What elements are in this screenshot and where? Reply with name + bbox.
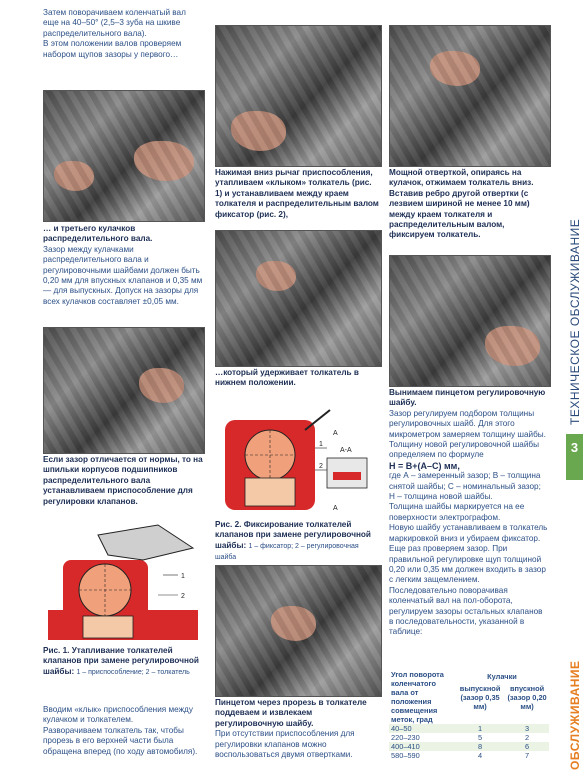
table-cell-intake: 6	[525, 742, 530, 751]
col1-p5: Разворачиваем толкатель так, чтобы прорезь в его верхней части была обращена вперед (по ходу автомобиля).	[43, 725, 198, 756]
table-cell-angle: 40–50	[391, 724, 412, 733]
table-cell-intake: 3	[525, 724, 530, 733]
table-cell-exhaust: 4	[478, 751, 483, 760]
table-head-intake: впускной (зазор 0,20 мм)	[507, 683, 547, 711]
figure-1-diagram	[43, 520, 203, 642]
sidebar-section-label-2: ОБСЛУЖИВАНИЕ	[568, 660, 582, 770]
col1-body	[43, 224, 203, 307]
photo-screwdriver-press	[389, 25, 551, 167]
figure-1-caption-title: Рис. 1. Утапливание толкателей клапанов при замене регулировочной шайбы:	[43, 646, 199, 676]
col3-body	[389, 388, 549, 638]
table-row	[389, 742, 549, 751]
sidebar-page-number: 3	[570, 440, 579, 455]
col2-p1: При отсутствии приспособления для регулировки клапанов можно воспользоваться двумя отвертками.	[215, 729, 355, 760]
col3-p4: Новую шайбу устанавливаем в толкатель маркировкой вниз и убираем фиксатор.	[389, 523, 548, 543]
col3-p2: где А – замеренный зазор; В – толщина снятой шайбы; С – номинальный зазор; Н – толщина новой шайбы.	[389, 471, 541, 502]
col1-caption2	[43, 455, 203, 507]
photo-retainer-holding	[215, 230, 382, 367]
photo-feeler-gauge-first-cam	[43, 90, 205, 222]
table-cell-exhaust: 5	[478, 733, 483, 742]
col2-caption3-block	[215, 698, 380, 760]
table-row	[389, 751, 549, 760]
col2-caption-retainer: …который удерживает толкатель в нижнем положении.	[215, 368, 359, 388]
figure-2-label-a-top: A	[333, 430, 338, 437]
table-cell-exhaust: 1	[478, 724, 483, 733]
col1-outro	[43, 705, 203, 757]
table-cell-angle: 220–230	[391, 733, 420, 742]
table-cell-angle: 400–410	[391, 742, 420, 751]
figure-2-caption-title: Рис. 2. Фиксирование толкателей клапанов при замене регулировочной шайбы:	[215, 520, 371, 550]
table-row	[389, 733, 549, 742]
table-cell-exhaust: 8	[478, 742, 483, 751]
col3-p5: Еще раз проверяем зазор. При правильной регулировке щуп толщиной 0,20 или 0,35 мм должен входить в зазор с легким защемлением.	[389, 544, 546, 585]
col3-caption1-block	[389, 168, 549, 241]
col1-fig1-caption	[43, 646, 203, 678]
col1-caption-third-cam: … и третьего кулачков распределительного вала.	[43, 224, 153, 244]
sidebar-section-title	[566, 180, 583, 440]
col3-caption-shim: Вынимаем пинцетом регулировочную шайбу.	[389, 388, 546, 408]
figure-2-diagram	[215, 400, 380, 515]
col3-p3: Толщина шайбы маркируется на ее поверхности электрографом.	[389, 502, 525, 522]
table-cell-angle: 580–590	[391, 751, 420, 760]
col1-p2: В этом положении валов проверяем набором щупов зазоры у первого…	[43, 39, 182, 59]
col2-caption-press: Нажимая вниз рычаг приспособления, утапливаем «клыком» толкатель (рис. 1) и устанавливаем между краем толкателя и распределительным валом фиксатор (рис. 2),	[215, 168, 379, 219]
photo-remove-shim-tweezers	[389, 255, 551, 387]
figure-1-label-2: 2	[181, 593, 185, 600]
figure-2-label-a-bottom: A	[333, 505, 338, 512]
col2-fig2-caption	[215, 520, 380, 564]
table-row	[389, 724, 549, 733]
col3-caption-screwdriver: Мощной отверткой, опираясь на кулачок, отжимаем толкатель вниз. Вставив ребро другой отвертки (с лезвием шириной не менее 10 мм) между краем толкателя и распределительным валом, фиксируем толкатель.	[389, 168, 534, 240]
figure-1-caption-legend: 1 – приспособление; 2 – толкатель	[76, 668, 190, 676]
col1-clearance-text: Зазор между кулачками распределительного вала и регулировочными шайбами должен быть 0,20 мм для впускных клапанов и 0,35 мм — для выпускных. Допуск на зазоры для всех кулачков составляет ±0,05 мм.	[43, 244, 203, 306]
photo-tweezers-remove-shim	[215, 565, 382, 697]
figure-2-label-1: 1	[319, 441, 323, 448]
figure-2-caption-legend: 1 – фиксатор; 2 – регулировочная шайба	[215, 542, 359, 562]
col3-p6: Последовательно поворачивая коленчатый вал на пол-оборота, регулируем зазоры остальных клапанов в последовательности, указанной в таблице:	[389, 585, 543, 637]
figure-2-label-aa: A-A	[340, 447, 352, 454]
figure-1-label-1: 1	[181, 573, 185, 580]
col1-intro	[43, 8, 203, 60]
table-head-angle: Угол поворота коленчатого вала от положения совмещения меток, град	[391, 670, 444, 724]
table-head-exhaust: выпускной (зазор 0,35 мм)	[459, 683, 501, 711]
col2-caption-tweezers: Пинцетом через прорезь в толкателе поддеваем и извлекаем регулировочную шайбу.	[215, 698, 367, 728]
col1-caption-tool: Если зазор отличается от нормы, то на шпильки корпусов подшипников распределительного вала устанавливаем приспособление для регулировки клапанов.	[43, 455, 203, 506]
photo-tool-installation	[43, 327, 205, 454]
sidebar-section-label: ТЕХНИЧЕСКОЕ ОБСЛУЖИВАНИЕ	[568, 218, 582, 425]
figure-2-label-2: 2	[319, 463, 323, 470]
col2-caption1-block	[215, 168, 380, 220]
sidebar-section-title-2	[566, 480, 583, 774]
photo-press-lever	[215, 25, 382, 167]
col2-caption2-block	[215, 368, 380, 389]
col3-formula: H = B+(A–C) мм,	[389, 460, 460, 471]
table-cell-intake: 7	[525, 751, 530, 760]
valve-sequence-table	[389, 670, 549, 760]
col1-p1: Затем поворачиваем коленчатый вал еще на 40–50° (2,5–3 зуба на шкиве распределительного вала).	[43, 8, 186, 38]
col1-p4: Вводим «клык» приспособления между кулачком и толкателем.	[43, 705, 193, 725]
table-head-cams: Кулачки	[487, 672, 517, 682]
table-cell-intake: 2	[525, 733, 530, 742]
col3-p1: Зазор регулируем подбором толщины регулировочных шайб. Для этого микрометром замеряем толщину шайбы. Толщину новой регулировочной шайбы определяем по формуле	[389, 408, 546, 460]
